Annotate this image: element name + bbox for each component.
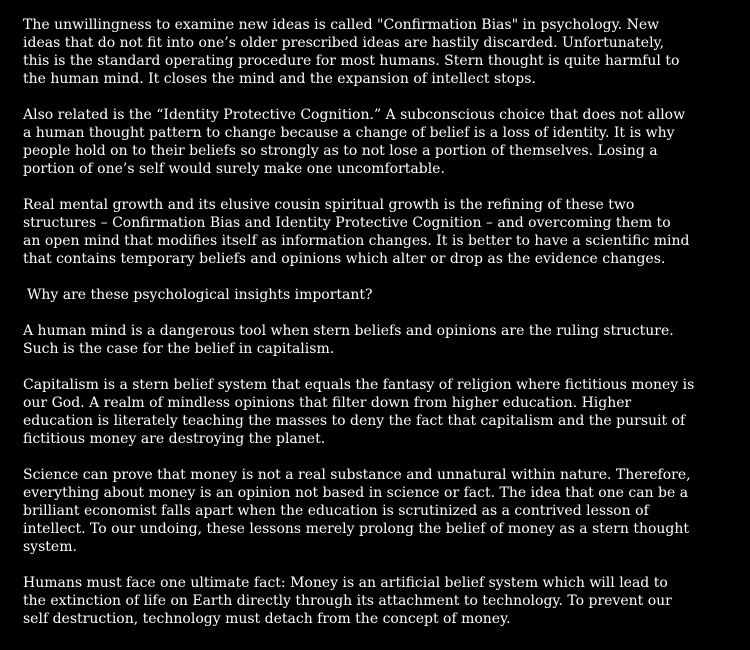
paragraph-mental-growth: [23, 196, 735, 268]
text-line: Why are these psychological insights important?: [27, 287, 373, 303]
document-body: [23, 16, 735, 646]
text-line: Real mental growth and its elusive cousin spiritual growth is the refining of these two: [23, 197, 635, 213]
text-line: our God. A realm of mindless opinions that filter down from higher education. Higher: [23, 395, 632, 411]
text-line: Such is the case for the belief in capitalism.: [23, 341, 335, 357]
text-line: the human mind. It closes the mind and the expansion of intellect stops.: [23, 71, 536, 87]
text-line: everything about money is an opinion not based in science or fact. The idea that one can be a: [23, 485, 689, 501]
text-line: that contains temporary beliefs and opinions which alter or drop as the evidence changes.: [23, 251, 666, 267]
text-line: Science can prove that money is not a real substance and unnatural within nature. Therefore,: [23, 467, 691, 483]
text-line: intellect. To our undoing, these lessons merely prolong the belief of money as a stern thought: [23, 521, 690, 537]
text-line: portion of one’s self would surely make one uncomfortable.: [23, 161, 445, 177]
paragraph-ultimate-fact: [23, 574, 735, 628]
text-line: this is the standard operating procedure for most humans. Stern thought is quite harmful to: [23, 53, 680, 69]
paragraph-dangerous-tool: [23, 322, 735, 358]
text-line: brilliant economist falls apart when the education is scrutinized as a contrived lesson of: [23, 503, 649, 519]
paragraph-capitalism: [23, 376, 735, 448]
text-line: Also related is the “Identity Protective Cognition.” A subconscious choice that does not allow: [23, 107, 686, 123]
text-line: self destruction, technology must detach from the concept of money.: [23, 611, 511, 627]
paragraph-identity-protective-cognition: [23, 106, 735, 178]
text-line: the extinction of life on Earth directly through its attachment to technology. To prevent our: [23, 593, 672, 609]
text-line: Humans must face one ultimate fact: Money is an artificial belief system which will lead to: [23, 575, 668, 591]
text-line: people hold on to their beliefs so strongly as to not lose a portion of themselves. Losing a: [23, 143, 658, 159]
text-line: The unwillingness to examine new ideas is called "Confirmation Bias" in psychology. New: [23, 17, 660, 33]
text-line: education is literately teaching the masses to deny the fact that capitalism and the pursuit of: [23, 413, 686, 429]
paragraph-question: [23, 286, 735, 304]
text-line: structures – Confirmation Bias and Identity Protective Cognition – and overcoming them to: [23, 215, 671, 231]
text-line: A human mind is a dangerous tool when stern beliefs and opinions are the ruling structure.: [23, 323, 674, 339]
paragraph-confirmation-bias: [23, 16, 735, 88]
text-line: system.: [23, 539, 77, 555]
text-line: ideas that do not fit into one’s older prescribed ideas are hastily discarded. Unfortunately,: [23, 35, 665, 51]
text-line: fictitious money are destroying the planet.: [23, 431, 326, 447]
text-line: Capitalism is a stern belief system that equals the fantasy of religion where fictitious money is: [23, 377, 695, 393]
text-line: an open mind that modifies itself as information changes. It is better to have a scientific mind: [23, 233, 690, 249]
paragraph-science-money: [23, 466, 735, 556]
text-line: a human thought pattern to change because a change of belief is a loss of identity. It is why: [23, 125, 675, 141]
